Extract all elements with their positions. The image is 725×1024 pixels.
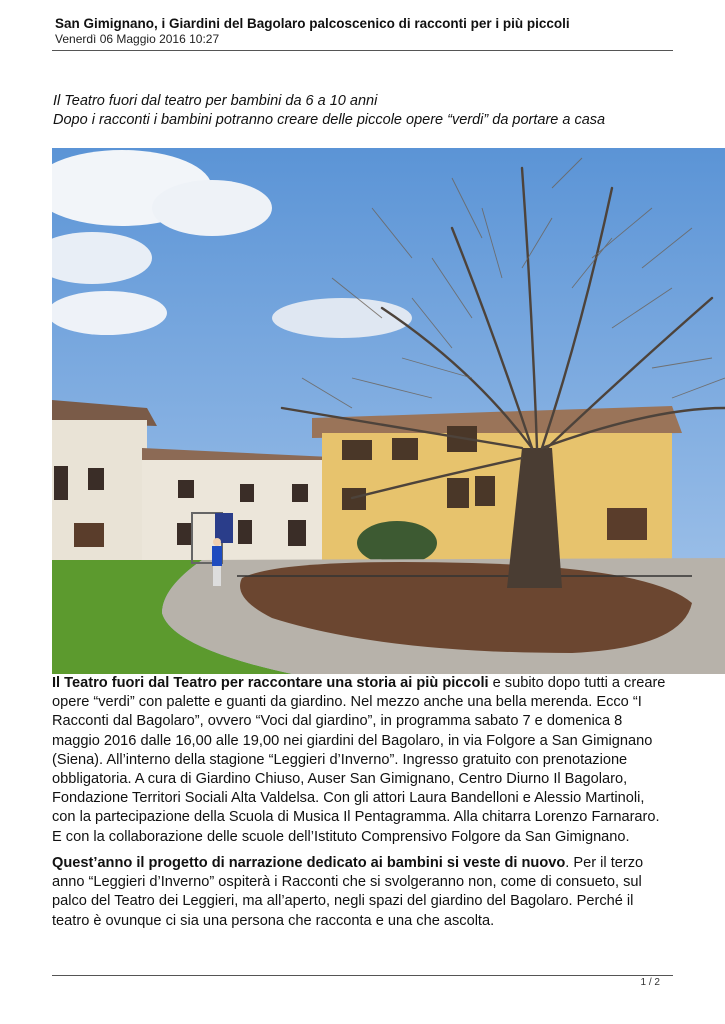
article-subtitle <box>53 92 693 130</box>
article-title: San Gimignano, i Giardini del Bagolaro palcoscenico di racconti per i più piccoli <box>55 16 570 31</box>
publish-date: Venerdì 06 Maggio 2016 10:27 <box>55 32 220 46</box>
paragraph-2-lead: Quest’anno il progetto di narrazione dedicato ai bambini si veste di nuovo <box>52 855 566 871</box>
paragraph-1 <box>52 674 672 847</box>
paragraph-2 <box>52 854 672 931</box>
paragraph-1-text: e subito dopo tutti a creare opere “verdi” con palette e guanti da giardino. Nel mezzo anche una bella merenda. Ecco “I Racconti dal Bagolaro”, ovvero “Voci dal giardino”, in programma sabato 7 e domenica 8 maggio 2016 dalle 16,00 alle 19,00 nei giardini del Bagolaro, in via Folgore a San Gimignano (Siena). All’interno della stagione “Leggieri d’Inverno”. Ingresso gratuito con prenotazione obbligatoria. A cura di Giardino Chiuso, Auser San Gimignano, Centro Diurno Il Bagolaro, Fondazione Territori Sociali Alta Valdelsa. Con gli attori Laura Bandelloni e Alessio Martinoli, con la partecipazione della Scuola di Musica Il Pentagramma. Alla chitarra Lorenzo Farnararo. E con la collaborazione delle scuole dell’Istituto Comprensivo Folgore da San Gimignano. <box>52 675 666 845</box>
paragraph-2-text: . Per il terzo anno “Leggieri d’Inverno” ospiterà i Racconti che si svolgeranno non, come di consueto, sul palco del Teatro dei Leggieri, ma all’aperto, negli spazi del giardino del Bagolaro. Perché il teatro è ovunque ci sia una persona che racconta e una che ascolta. <box>52 855 644 929</box>
paragraph-1-lead: Il Teatro fuori dal Teatro per raccontare una storia ai più piccoli <box>52 675 489 691</box>
page-number: 1 / 2 <box>640 977 660 988</box>
article-header <box>55 16 673 47</box>
subtitle-line-1: Il Teatro fuori dal teatro per bambini da 6 a 10 anni <box>53 93 378 109</box>
header-divider <box>52 50 673 51</box>
subtitle-line-2: Dopo i racconti i bambini potranno creare delle piccole opere “verdi” da portare a casa <box>53 112 606 128</box>
footer-divider <box>52 975 673 976</box>
article-photo <box>52 148 725 674</box>
